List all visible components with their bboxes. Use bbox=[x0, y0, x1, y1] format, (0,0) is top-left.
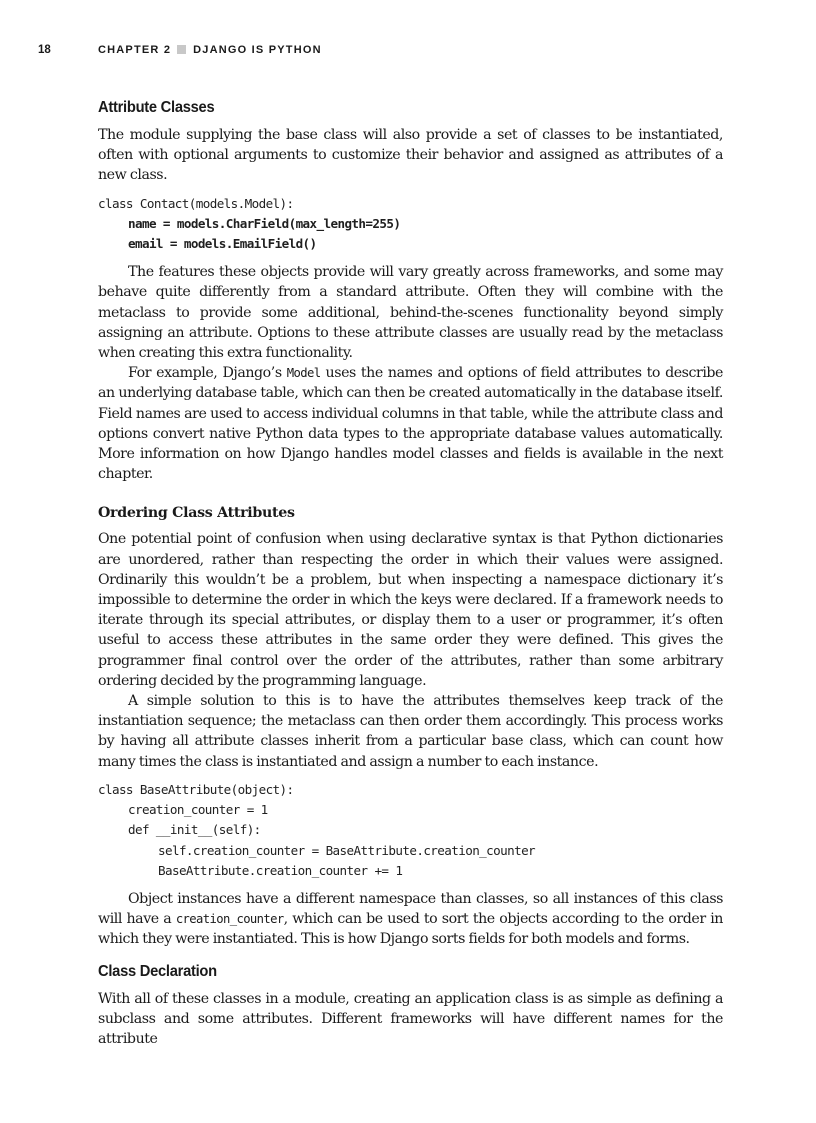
code-block-base-attribute bbox=[98, 780, 723, 881]
code-line: class Contact(models.Model): bbox=[98, 195, 294, 211]
paragraph: One potential point of confusion when using declarative syntax is that Python dictionaries are unordered, rather than respecting the order in which their values were assigned. Ordinarily this wouldn’t be a problem, but when inspecting a namespace dictionary it’s impossible to determine the order in which the keys were declared. If a framework needs to iterate through its special attributes, or display them to a user or programmer, it’s often useful to access these attributes in the same order they were defined. This gives the programmer final control over the order of the attributes, rather than some arbitrary ordering decided by the programming language. bbox=[98, 531, 723, 689]
code-line: creation_counter = 1 bbox=[128, 802, 268, 818]
code-line: email = models.EmailField() bbox=[128, 236, 317, 252]
code-line: def __init__(self): bbox=[128, 822, 261, 838]
running-header bbox=[38, 44, 756, 60]
spacer bbox=[98, 950, 723, 960]
code-line: BaseAttribute.creation_counter += 1 bbox=[158, 862, 403, 878]
code-line: class BaseAttribute(object): bbox=[98, 781, 294, 797]
chapter-number: CHAPTER 2 bbox=[98, 44, 172, 56]
text-run: Object instances have a different namespace than classes, so all instances of this class will have a bbox=[98, 890, 723, 928]
inline-code: Model bbox=[286, 366, 321, 381]
paragraph bbox=[98, 363, 723, 484]
spacer bbox=[98, 484, 723, 502]
text-run: For example, Django’s bbox=[128, 365, 287, 382]
code-line: self.creation_counter = BaseAttribute.creation_counter bbox=[158, 842, 536, 858]
code-block-contact bbox=[98, 194, 723, 255]
section-heading-attribute-classes: Attribute Classes bbox=[98, 99, 215, 116]
paragraph: The features these objects provide will vary greatly across frameworks, and some may behave quite differently from a standard attribute. Often they will combine with the metaclass to provide some additional, behind-the-scenes functionality beyond simply assigning an attribute. Options to these attribute classes are usually read by the metaclass when creating this extra functionality. bbox=[98, 264, 723, 362]
inline-code: creation_counter bbox=[175, 912, 284, 927]
page-number: 18 bbox=[38, 44, 51, 56]
chapter-label bbox=[98, 44, 322, 56]
chapter-title: DJANGO IS PYTHON bbox=[193, 44, 322, 56]
page-content bbox=[98, 96, 723, 1049]
section-heading-class-declaration: Class Declaration bbox=[98, 962, 217, 980]
text-run: uses the names and options of field attributes to describe an underlying database table, which can then be created automatically in the database itself. Field names are used to access individual columns in that table, while the attribute class and options convert native Python data types to the appropriate database values automatically. More information on how Django handles model classes and fields is available in the next chapter. bbox=[98, 365, 724, 483]
separator-square-icon bbox=[177, 45, 186, 54]
code-line: name = models.CharField(max_length=255) bbox=[128, 215, 401, 231]
paragraph: The module supplying the base class will also provide a set of classes to be instantiated, often with optional arguments to customize their behavior and assigned as attributes of a new class. bbox=[98, 127, 723, 184]
paragraph: With all of these classes in a module, creating an application class is as simple as defining a subclass and some attributes. Different frameworks will have different names for the attribute bbox=[98, 990, 723, 1047]
paragraph: A simple solution to this is to have the attributes themselves keep track of the instantiation sequence; the metaclass can then order them accordingly. This process works by having all attribute classes inherit from a particular base class, which can count how many times the class is instantiated and assign a number to each instance. bbox=[98, 693, 723, 770]
text-run: , which can be used to sort the objects according to the order in which they were instantiated. This is how Django sorts fields for both models and forms. bbox=[98, 911, 723, 948]
paragraph bbox=[98, 889, 723, 950]
subsection-heading-ordering: Ordering Class Attributes bbox=[98, 505, 295, 522]
